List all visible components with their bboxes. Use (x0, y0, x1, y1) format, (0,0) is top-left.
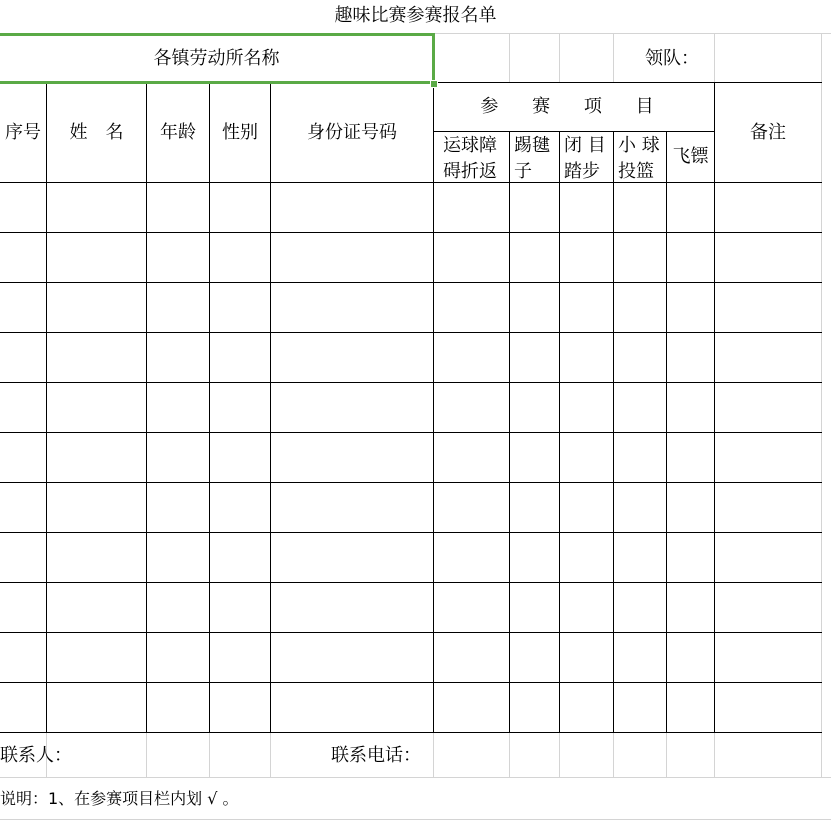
table-row[interactable] (0, 433, 821, 482)
contact-phone-label[interactable]: 联系电话： (331, 744, 421, 766)
table-row[interactable] (0, 283, 821, 332)
event-label-line: 碍折返 (443, 161, 497, 182)
event-label-line: 运球障 (443, 135, 497, 156)
header-id-number: 身份证号码 (307, 121, 397, 143)
event-label-line: 踏步 (564, 161, 600, 182)
header-remarks: 备注 (750, 121, 786, 143)
gridline (714, 33, 715, 83)
sheet-title: 趣味比赛参赛报名单 (334, 5, 497, 26)
gridline (821, 83, 822, 733)
table-row[interactable] (0, 233, 821, 282)
event-label-line: 闭 目 (564, 135, 606, 156)
gridline (613, 33, 614, 83)
header-event-small-ball-shot (618, 133, 660, 185)
table-row[interactable] (0, 383, 821, 432)
header-age: 年龄 (160, 121, 196, 143)
border-line (0, 732, 822, 733)
gridline (714, 733, 715, 777)
event-label-line: 投篮 (618, 161, 654, 182)
gridline (433, 733, 434, 777)
header-gender: 性别 (222, 121, 258, 143)
event-label-line: 踢毽 (514, 135, 550, 156)
gridline (821, 33, 822, 83)
gridline (559, 733, 560, 777)
gridline (509, 733, 510, 777)
header-event-obstacle-dribble (443, 133, 497, 185)
header-serial: 序号 (5, 121, 41, 143)
table-row[interactable] (0, 533, 821, 582)
header-event-eyes-closed-steps (564, 133, 606, 185)
gridline (821, 733, 822, 777)
header-event-darts: 飞镖 (672, 146, 709, 167)
header-events-group: 参 赛 项 目 (480, 96, 668, 117)
table-row[interactable] (0, 583, 821, 632)
table-row[interactable] (0, 633, 821, 682)
header-name: 姓 名 (69, 121, 124, 143)
gridline (613, 733, 614, 777)
table-row[interactable] (0, 183, 821, 232)
table-row[interactable] (0, 683, 821, 732)
selected-cell-highlight[interactable] (0, 33, 435, 84)
contact-person-label[interactable]: 联系人： (0, 744, 72, 766)
gridline (209, 733, 210, 777)
town-office-label[interactable]: 各镇劳动所名称 (153, 48, 280, 69)
gridline (666, 733, 667, 777)
instruction-note[interactable]: 说明：1、在参赛项目栏内划 √ 。 (0, 788, 239, 808)
team-leader-label[interactable]: 领队： (645, 48, 699, 69)
table-row[interactable] (0, 333, 821, 382)
header-event-shuttlecock (514, 133, 550, 185)
event-label-line: 小 球 (618, 135, 660, 156)
gridline (146, 733, 147, 777)
table-row[interactable] (0, 483, 821, 532)
gridline (509, 33, 510, 83)
event-label-line: 子 (514, 161, 532, 182)
gridline (559, 33, 560, 83)
